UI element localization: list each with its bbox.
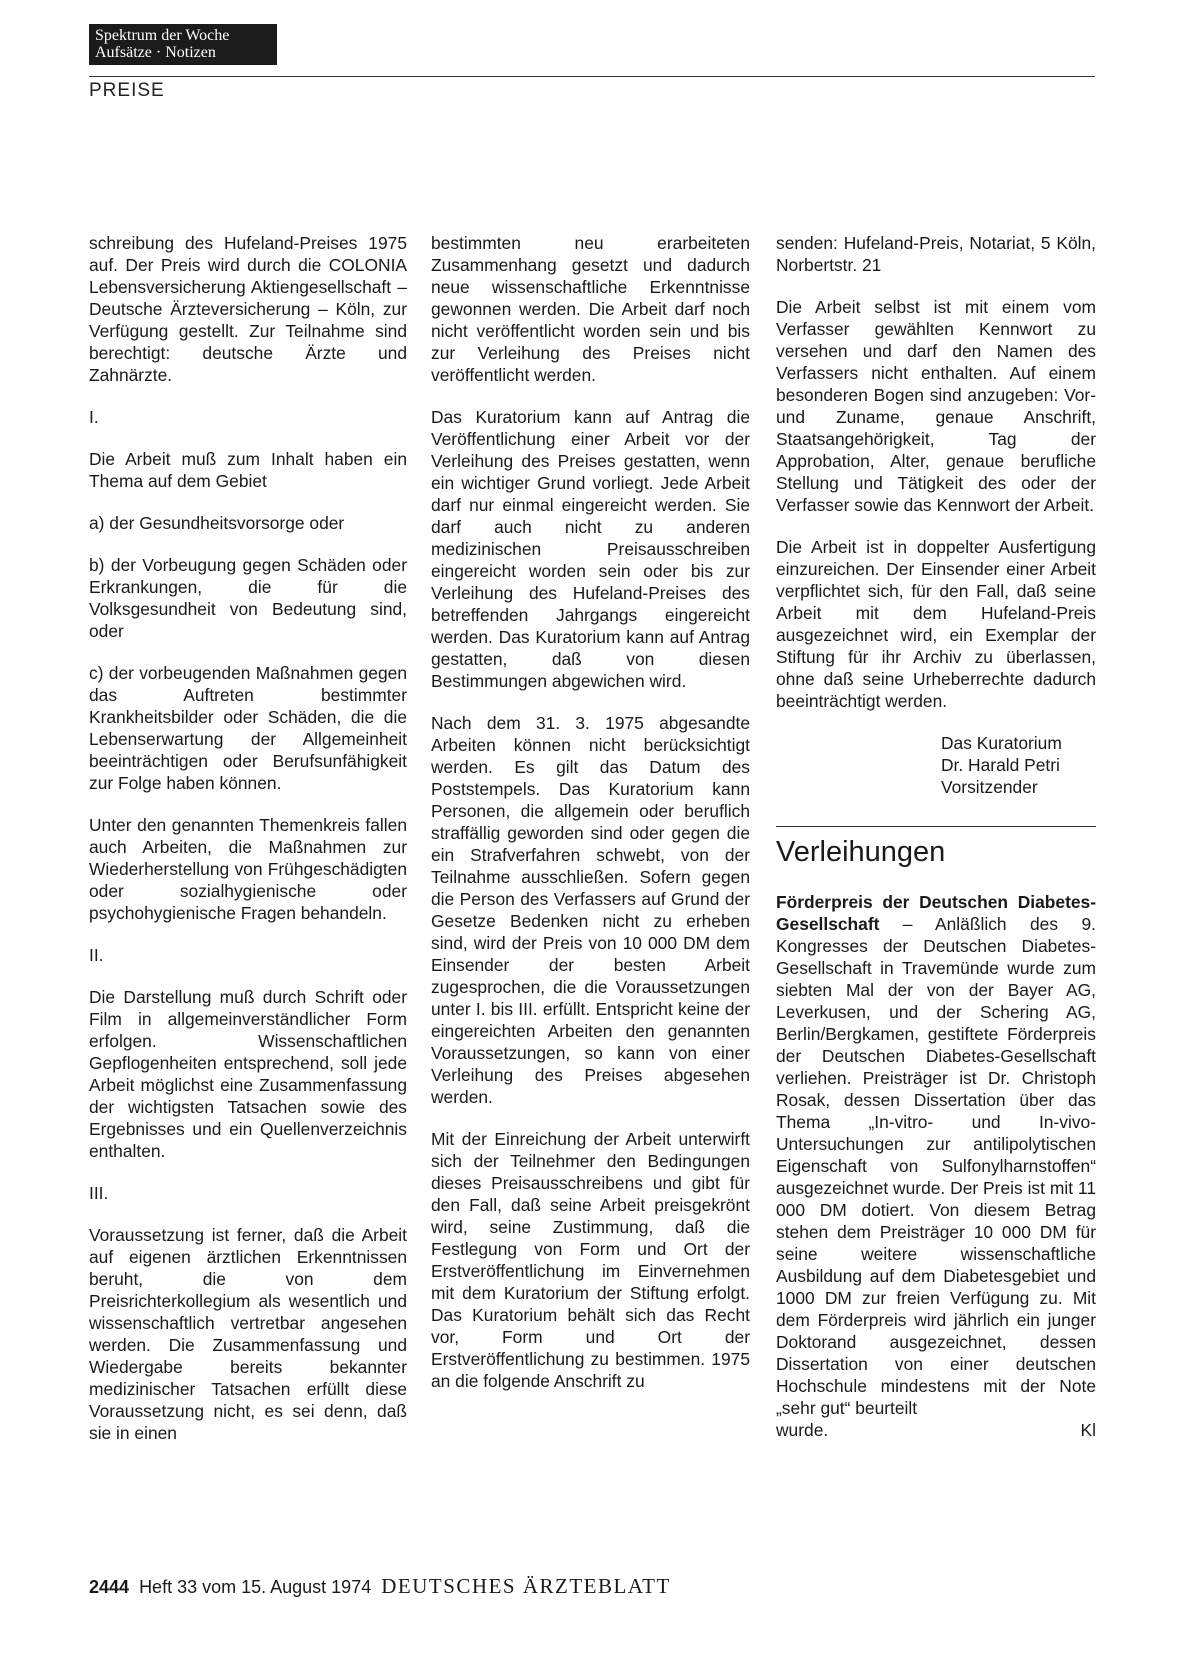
award-title: Förderpreis der Deutschen Diabetes-Gesellschaft xyxy=(776,892,1096,934)
section-number: II. xyxy=(89,945,104,965)
paragraph: Die Darstellung muß durch Schrift oder Film in allgemeinverständlicher Form erfolgen. Wissenschaftlichen Gepflogenheiten entsprechend, soll jede Arbeit möglichst eine Zusammenfassung der wichtigsten Tatsachen sowie des Ergebnisses und ein Quellenverzeichnis enthalten. xyxy=(89,987,407,1161)
journal-title: DEUTSCHES ÄRZTEBLATT xyxy=(381,1574,671,1598)
paragraph: schreibung des Hufeland-Preises 1975 auf. Der Preis wird durch die COLONIA Lebensversicherung Aktiengesellschaft – Deutsche Ärzteversicherung – Köln, zur Verfügung gestellt. Zur Teilnahme sind berechtigt: deutsche Ärzte und Zahnärzte. xyxy=(89,233,407,385)
column-3 xyxy=(776,232,1096,1441)
signature-name: Dr. Harald Petri xyxy=(941,755,1060,775)
section-divider xyxy=(776,826,1096,827)
paragraph: Die Arbeit ist in doppelter Ausfertigung einzureichen. Der Einsender einer Arbeit verpflichtet sich, für den Fall, daß seine Arbeit mit dem Hufeland-Preis ausgezeichnet wird, ein Exemplar der Stiftung für ihr Archiv zu überlassen, ohne daß seine Urheberrechte dadurch beeinträchtigt werden. xyxy=(776,537,1096,711)
award-text-end: wurde. xyxy=(776,1420,829,1440)
column-2 xyxy=(431,232,750,1412)
paragraph: Die Arbeit muß zum Inhalt haben ein Thema auf dem Gebiet xyxy=(89,449,407,491)
author-initials: Kl xyxy=(1080,1420,1096,1440)
paragraph: senden: Hufeland-Preis, Notariat, 5 Köln, Norbertstr. 21 xyxy=(776,233,1096,275)
section-heading: Verleihungen xyxy=(776,836,946,868)
paragraph: Nach dem 31. 3. 1975 abgesandte Arbeiten können nicht berücksichtigt werden. Es gilt das Datum des Poststempels. Das Kuratorium kann Personen, die allgemein oder beruflich straffällig geworden sind oder gegen die ein Strafverfahren schwebt, von der Teilnahme ausschließen. Sofern gegen die Person des Verfassers auf Grund der Gesetze Bedenken nicht zu erheben sind, wird der Preis von 10 000 DM dem Einsender der besten Arbeit zugesprochen, die die Voraussetzungen unter I. bis III. erfüllt. Entspricht keine der eingereichten Arbeiten den genannten Voraussetzungen, so kann von einer Verleihung des Preises abgesehen werden. xyxy=(431,713,750,1107)
section-label-line1: Spektrum der Woche xyxy=(95,27,230,44)
list-item: b) der Vorbeugung gegen Schäden oder Erkrankungen, die für die Volksgesundheit von Bedeutung sind, oder xyxy=(89,555,407,641)
page-footer xyxy=(89,1574,671,1599)
page-number: 2444 xyxy=(89,1577,130,1597)
section-number: III. xyxy=(89,1183,109,1203)
issue-info: Heft 33 vom 15. August 1974 xyxy=(139,1577,372,1597)
paragraph: Mit der Einreichung der Arbeit unterwirft sich der Teilnehmer den Bedingungen dieses Preisausschreibens und gibt für den Fall, daß seine Arbeit preisgekrönt wird, seine Zustimmung, daß die Festlegung von Form und Ort der Erstveröffentlichung im Einvernehmen mit dem Kuratorium der Stiftung erfolgt. Das Kuratorium behält sich das Recht vor, Form und Ort der Erstveröffentlichung zu bestimmen. 1975 an die folgende Anschrift zu xyxy=(431,1129,750,1391)
section-number: I. xyxy=(89,407,99,427)
list-item: a) der Gesundheitsvorsorge oder xyxy=(89,513,345,533)
award-paragraph xyxy=(776,891,1096,1419)
paragraph: Voraussetzung ist ferner, daß die Arbeit auf eigenen ärztlichen Erkenntnissen beruht, die von dem Preisrichterkollegium als wesentlich und wissenschaftlich vertretbar angesehen werden. Die Zusammenfassung und Wiedergabe bereits bekannter medizinischer Tatsachen erfüllt diese Voraussetzung nicht, es sei denn, daß sie in einen xyxy=(89,1225,407,1443)
signature-line: Das Kuratorium xyxy=(941,733,1062,753)
column-1 xyxy=(89,232,407,1464)
paragraph: bestimmten neu erarbeiteten Zusammenhang gesetzt und dadurch neue wissenschaftliche Erkenntnisse gewonnen werden. Die Arbeit darf noch nicht veröffentlicht worden sein und bis zur Verleihung des Preises nicht veröffentlicht werden. xyxy=(431,233,750,385)
header-rule xyxy=(89,76,1095,77)
paragraph: Das Kuratorium kann auf Antrag die Veröffentlichung einer Arbeit vor der Verleihung des Preises gestatten, wenn ein wichtiger Grund vorliegt. Jede Arbeit darf nur einmal eingereicht werden. Sie darf auch nicht zu anderen medizinischen Preisausschreiben eingereicht worden sein oder bis zur Verleihung des Hufeland-Preises des betreffenden Jahrgangs eingereicht werden. Das Kuratorium kann auf Antrag gestatten, daß von diesen Bestimmungen abgewichen wird. xyxy=(431,407,750,691)
rubric-title: PREISE xyxy=(89,80,165,101)
paragraph: Unter den genannten Themenkreis fallen auch Arbeiten, die Maßnahmen zur Wiederherstellung von Frühgeschädigten oder sozialhygienische oder psychohygienische Fragen behandeln. xyxy=(89,815,407,923)
section-label-line2: Aufsätze · Notizen xyxy=(95,44,216,61)
award-last-line xyxy=(776,1419,1096,1441)
signature-block xyxy=(941,732,1096,798)
list-item: c) der vorbeugenden Maßnahmen gegen das Auftreten bestimmter Krankheitsbilder oder Schäden, die die Lebenserwartung der Allgemeinheit beeinträchtigen oder Berufsunfähigkeit zur Folge haben können. xyxy=(89,663,407,793)
signature-role: Vorsitzender xyxy=(941,777,1038,797)
paragraph: Die Arbeit selbst ist mit einem vom Verfasser gewählten Kennwort zu versehen und darf den Namen des Verfassers nicht enthalten. Auf einem besonderen Bogen sind anzugeben: Vor- und Zuname, genaue Anschrift, Staatsangehörigkeit, Tag der Approbation, Alter, genaue berufliche Stellung und Tätigkeit des oder der Verfasser sowie das Kennwort der Arbeit. xyxy=(776,297,1096,515)
section-label xyxy=(89,24,277,65)
award-text: – Anläßlich des 9. Kongresses der Deutschen Diabetes-Gesellschaft in Travemünde wurde zum siebten Mal der von der Bayer AG, Leverkusen, und der Schering AG, Berlin/Bergkamen, gestiftete Förderpreis der Deutschen Diabetes-Gesellschaft verliehen. Preisträger ist Dr. Christoph Rosak, dessen Dissertation über das Thema „In-vitro- und In-vivo-Untersuchungen zur antilipolytischen Eigenschaft von Sulfonylharnstoffen“ ausgezeichnet wurde. Der Preis ist mit 11 000 DM dotiert. Von diesem Betrag stehen dem Preisträger 10 000 DM für seine weitere wissenschaftliche Ausbildung auf dem Diabetesgebiet und 1000 DM zur freien Verfügung zu. Mit dem Förderpreis wird jährlich ein junger Doktorand ausgezeichnet, dessen Dissertation von einer deutschen Hochschule mindestens mit der Note „sehr gut“ beurteilt xyxy=(776,914,1096,1418)
